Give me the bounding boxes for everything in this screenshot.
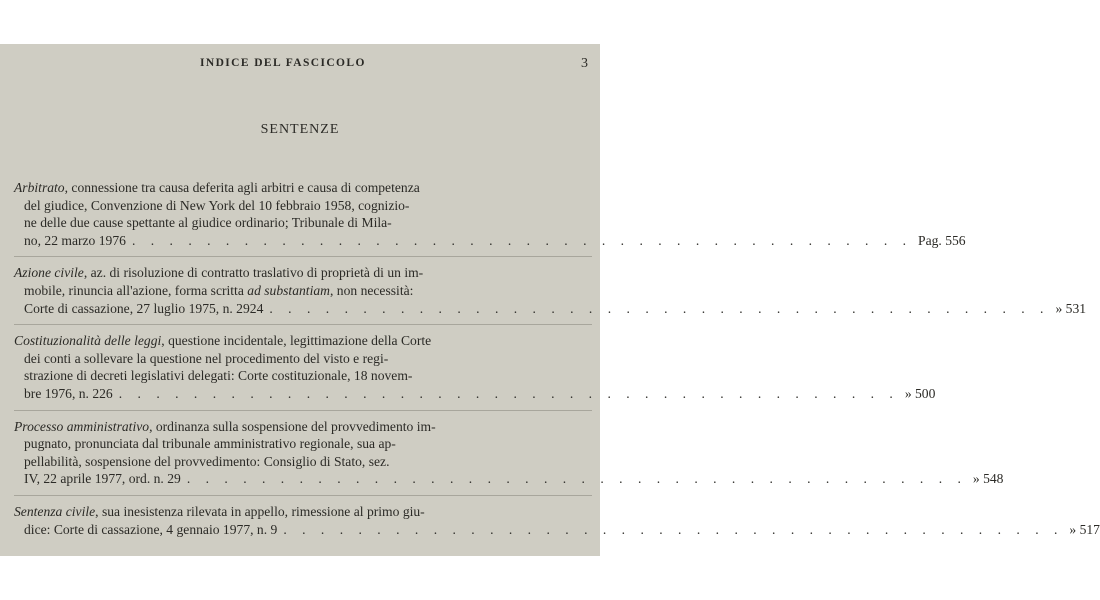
entry-term: Sentenza civile <box>14 503 96 519</box>
entry-line <box>14 418 592 436</box>
index-entry <box>14 503 1100 538</box>
page-number: 3 <box>581 56 588 71</box>
entry-inline-italic: ad substantiam <box>247 282 330 298</box>
entry-line <box>14 503 592 521</box>
page-reference: » 531 <box>1055 300 1087 316</box>
index-entry <box>14 418 1004 488</box>
entry-line <box>14 179 592 197</box>
entry-divider <box>14 495 592 496</box>
entry-line: ne delle due cause spettante al giudice ordinario; Tribunale di Mila- <box>24 215 392 231</box>
entry-text: , ordinanza sulla sospensione del provvedimento im- <box>149 418 436 434</box>
entry-line <box>14 300 1087 318</box>
dot-leader: . . . . . . . . . . . . . . . . . . . . . . . . . . . . . . . . . . . . . . . . . . <box>131 232 913 248</box>
entry-text: , non necessità: <box>329 282 414 298</box>
entry-text: , sua inesistenza rilevata in appello, rimessione al primo giu- <box>95 503 425 519</box>
dot-leader: . . . . . . . . . . . . . . . . . . . . . . . . . . . . . . . . . . . . . . . . . . <box>118 385 899 401</box>
entry-text: Corte di cassazione, 27 luglio 1975, n. 2924 <box>24 300 264 316</box>
entry-line: pellabilità, sospensione del provvedimento: Consiglio di Stato, sez. <box>24 453 390 469</box>
page-reference: Pag. 556 <box>918 232 966 248</box>
index-entries <box>14 179 1100 553</box>
index-entry <box>14 332 936 402</box>
book-page <box>0 44 1100 556</box>
dot-leader: . . . . . . . . . . . . . . . . . . . . . . . . . . . . . . . . . . . . . . . . . . <box>269 300 1050 316</box>
entry-line <box>14 264 592 282</box>
page-reference: » 500 <box>904 385 936 401</box>
entry-text: mobile, rinuncia all'azione, forma scritta <box>24 282 248 298</box>
entry-line <box>14 332 592 350</box>
entry-line <box>14 521 1100 539</box>
entry-line: dei conti a sollevare la questione nel procedimento del visto e regi- <box>24 350 389 366</box>
entry-divider <box>14 324 592 325</box>
entry-line <box>14 470 1004 488</box>
entry-line <box>14 232 966 250</box>
entry-term: Processo amministrativo <box>14 418 150 434</box>
header-title: INDICE DEL FASCICOLO <box>200 57 366 69</box>
entry-line <box>14 282 592 300</box>
section-title: SENTENZE <box>260 122 340 137</box>
entry-text: bre 1976, n. 226 <box>24 385 113 401</box>
entry-text: , questione incidentale, legittimazione della Corte <box>161 333 432 349</box>
page-reference: » 517 <box>1069 521 1100 537</box>
entry-line <box>14 385 936 403</box>
entry-text: , az. di risoluzione di contratto traslativo di proprietà di un im- <box>83 265 424 281</box>
index-entry <box>14 264 1087 317</box>
entry-text: no, 22 marzo 1976 <box>24 232 126 248</box>
entry-term: Costituzionalità delle leggi <box>14 333 162 349</box>
entry-term: Arbitrato <box>14 180 65 195</box>
entry-line: pugnato, pronunciata dal tribunale amministrativo regionale, sua ap- <box>24 436 396 452</box>
page-reference: » 548 <box>972 471 1004 487</box>
entry-term: Azione civile <box>14 265 84 281</box>
entry-divider <box>14 410 592 411</box>
entry-text: , connessione tra causa deferita agli arbitri e causa di competenza <box>64 180 420 195</box>
dot-leader: . . . . . . . . . . . . . . . . . . . . . . . . . . . . . . . . . . . . . . . . . . <box>283 521 1064 537</box>
index-entry <box>14 179 966 249</box>
entry-line: del giudice, Convenzione di New York del 10 febbraio 1958, cognizio- <box>24 197 410 213</box>
entry-text: IV, 22 aprile 1977, ord. n. 29 <box>24 471 181 487</box>
entry-divider <box>14 256 592 257</box>
entry-line: strazione di decreti legislativi delegati: Corte costituzionale, 18 novem- <box>24 368 413 384</box>
entry-text: dice: Corte di cassazione, 4 gennaio 1977, n. 9 <box>24 521 278 537</box>
dot-leader: . . . . . . . . . . . . . . . . . . . . . . . . . . . . . . . . . . . . . . . . . . <box>186 471 967 487</box>
